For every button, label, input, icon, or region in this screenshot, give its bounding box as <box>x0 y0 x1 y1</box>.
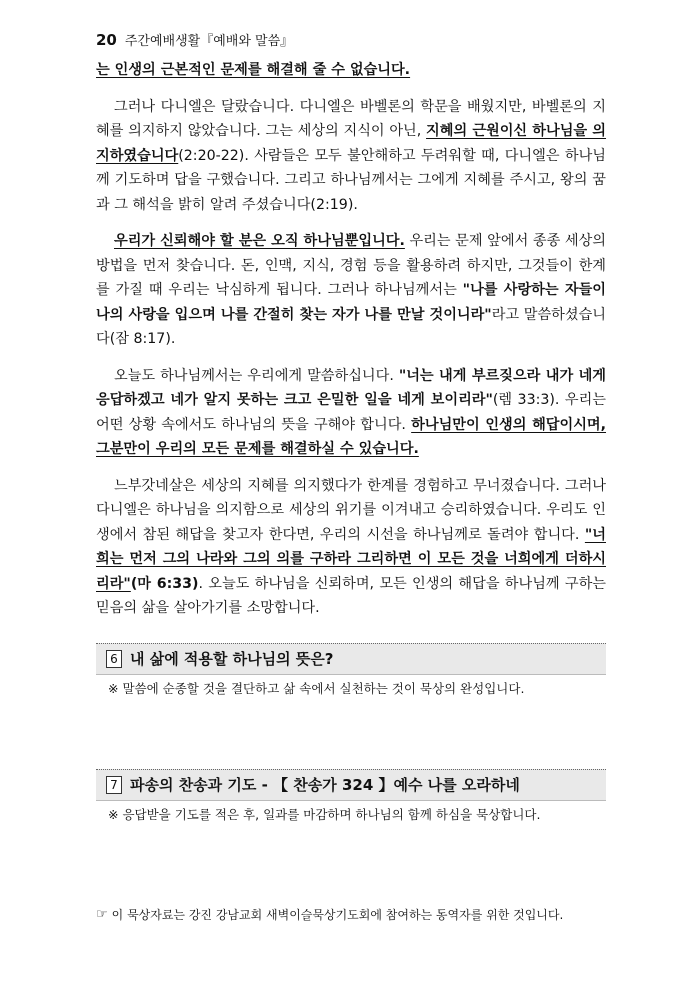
section-6-note: ※ 말씀에 순종할 것을 결단하고 삶 속에서 실천하는 것이 묵상의 완성입니다. <box>108 680 525 696</box>
scripture-quote: "너희는 먼저 그의 나라와 그의 의를 구하라 그리하면 이 모든 것을 너희에게 더하시리라" <box>96 526 606 592</box>
body-text: 라고 말씀하셨습니다(잠 8:17). <box>96 306 606 347</box>
page <box>96 30 606 825</box>
body-text: . 오늘도 하나님을 신뢰하며, 모든 인생의 해답을 하나님께 구하는 믿음의 삶을 살아가기를 소망합니다. <box>96 575 607 616</box>
emphasis-text: 는 인생의 근본적인 문제를 해결해 줄 수 없습니다. <box>96 62 411 78</box>
section-title: 내 삶에 적용할 하나님의 뜻은? <box>130 650 334 668</box>
paragraph-1 <box>96 95 606 218</box>
emphasis-text: 지혜의 근원이신 하나님을 의지하였습니다 <box>96 123 607 164</box>
section-7-note: ※ 응답받을 기도를 적은 후, 일과를 마감하며 하나님의 함께 하심을 묵상합니다. <box>108 806 541 822</box>
section-number-box: 6 <box>106 650 122 668</box>
paragraph-0 <box>96 58 606 83</box>
emphasis-text: 우리가 신뢰해야 할 분은 오직 하나님뿐입니다. <box>114 233 405 249</box>
emphasis-text: 하나님만이 인생의 해답이시며, 그분만이 우리의 모든 문제를 해결하실 수 있습니다. <box>96 416 607 457</box>
scripture-quote: "나를 사랑하는 자들이 나의 사랑을 입으며 나를 간절히 찾는 자가 나를 만날 것이니라" <box>96 282 607 323</box>
page-header <box>96 30 606 52</box>
body-text: 느부갓네살은 세상의 지혜를 의지했다가 한계를 경험하고 무너졌습니다. 그러나 다니엘은 하나님을 의지함으로 세상의 위기를 이겨내고 승리하였습니다. 우리도 인생에서 참된 해답을 찾고자 한다면, 우리의 시선을 하나님께로 돌려야 합니다. <box>96 477 606 543</box>
scripture-reference: (마 6:33) <box>130 575 199 592</box>
publication-title: 주간예배생활『예배와 말씀』 <box>124 34 294 49</box>
section-7-header <box>96 769 606 801</box>
paragraph-4 <box>96 474 606 621</box>
footer-note <box>96 906 606 923</box>
body-text: 오늘도 하나님께서는 우리에게 말씀하십니다. <box>114 367 399 384</box>
section-title: 파송의 찬송과 기도 - 【 찬송가 324 】예수 나를 오라하네 <box>130 776 520 794</box>
pointing-hand-icon: ☞ <box>96 907 108 922</box>
paragraph-2 <box>96 229 606 352</box>
section-number-box: 7 <box>106 776 122 794</box>
paragraph-3 <box>96 364 606 462</box>
scripture-quote: "너는 내게 부르짖으라 내가 네게 응답하겠고 네가 알지 못하는 크고 은밀한 일을 네게 보이리라" <box>96 367 606 408</box>
body-text: 우리는 문제 앞에서 종종 세상의 방법을 먼저 찾습니다. 돈, 인맥, 지식, 경험 등을 활용하려 하지만, 그것들이 한계를 가질 때 우리는 낙심하게 됩니다. 그러나 하나님께서는 <box>96 233 606 298</box>
body-text: 그러나 다니엘은 달랐습니다. 다니엘은 바벨론의 학문을 배웠지만, 바벨론의 지혜를 의지하지 않았습니다. 그는 세상의 지식이 아닌, <box>96 98 606 139</box>
body-text: (렘 33:3). 우리는 어떤 상황 속에서도 하나님의 뜻을 구해야 합니다. <box>96 392 606 433</box>
page-number: 20 <box>96 31 117 49</box>
section-6-header <box>96 643 606 675</box>
footer-text: 이 묵상자료는 강진 강남교회 새벽이슬묵상기도회에 참여하는 동역자를 위한 것입니다. <box>111 908 564 922</box>
body-text: (2:20-22). 사람들은 모두 불안해하고 두려워할 때, 다니엘은 하나님께 기도하며 답을 구했습니다. 그리고 하나님께서는 그에게 지혜를 주시고, 왕의 꿈과 그 해석을 밝히 알려 주셨습니다(2:19). <box>96 147 606 213</box>
